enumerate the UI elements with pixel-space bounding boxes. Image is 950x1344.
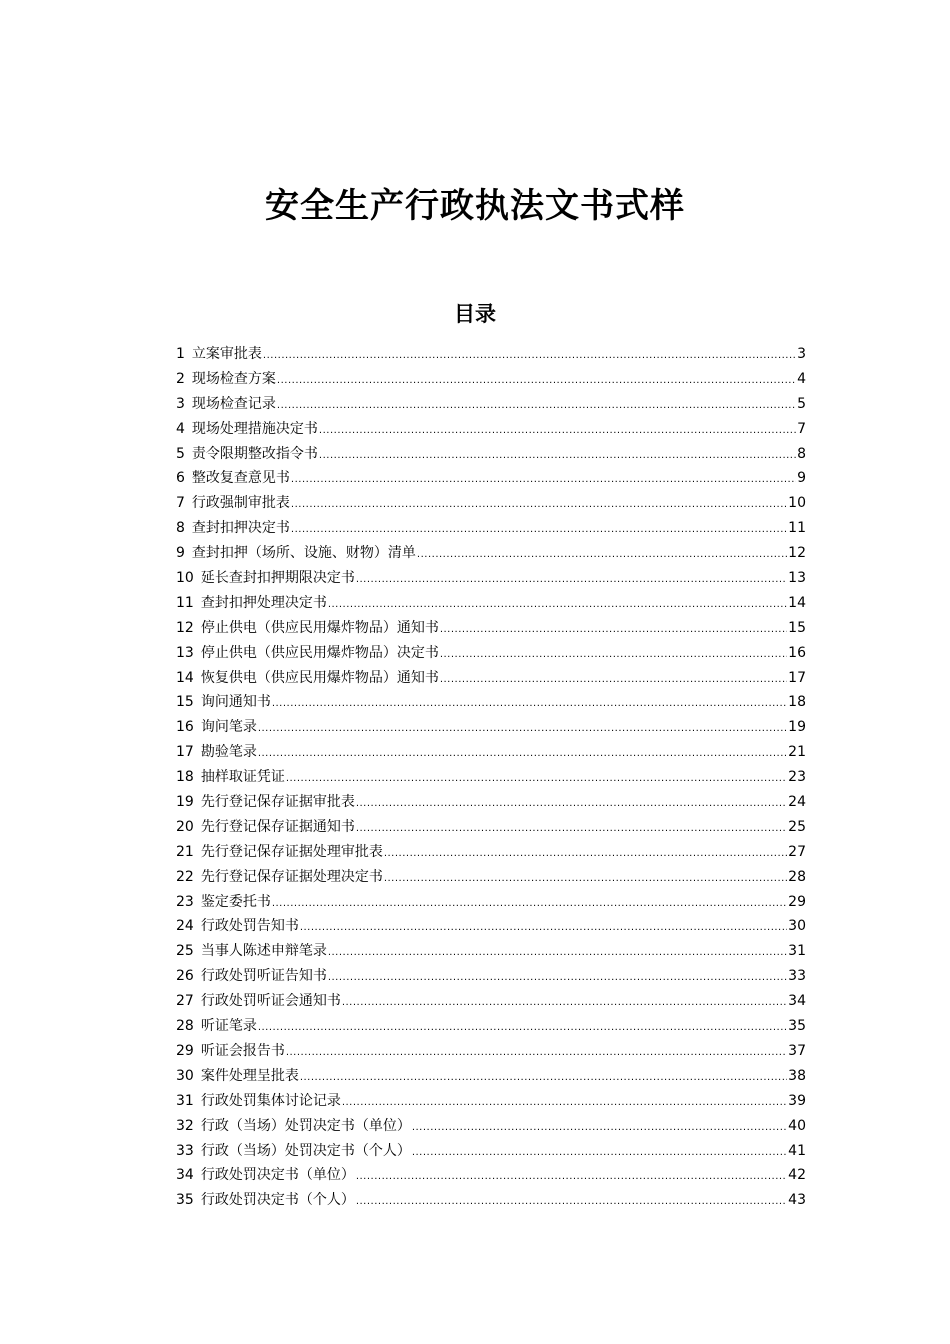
toc-entry[interactable] bbox=[176, 1139, 806, 1164]
toc-entry[interactable] bbox=[176, 516, 806, 541]
toc-entry-title: 现场检查方案 bbox=[191, 370, 276, 387]
toc-dot-leader bbox=[286, 1041, 787, 1066]
toc-entry-page: 23 bbox=[788, 769, 806, 786]
toc-entry-title: 先行登记保存证据通知书 bbox=[200, 818, 355, 835]
toc-entry[interactable] bbox=[176, 939, 806, 964]
toc-entry[interactable] bbox=[176, 442, 806, 467]
toc-entry-number: 29 bbox=[176, 1042, 194, 1059]
toc-entry-page: 37 bbox=[788, 1042, 806, 1059]
toc-dot-leader bbox=[384, 867, 787, 892]
toc-dot-leader bbox=[291, 468, 796, 493]
toc-entry[interactable] bbox=[176, 715, 806, 740]
toc-entry-number: 5 bbox=[176, 445, 185, 462]
toc-dot-leader bbox=[356, 1165, 787, 1190]
toc-entry-page: 16 bbox=[788, 644, 806, 661]
toc-entry[interactable] bbox=[176, 790, 806, 815]
toc-entry-number: 15 bbox=[176, 694, 194, 711]
toc-entry-number: 21 bbox=[176, 843, 194, 860]
toc-entry[interactable] bbox=[176, 591, 806, 616]
toc-entry-number: 35 bbox=[176, 1192, 194, 1209]
toc-dot-leader bbox=[356, 1190, 787, 1215]
toc-entry-title: 整改复查意见书 bbox=[191, 470, 290, 487]
toc-entry-number: 6 bbox=[176, 470, 185, 487]
toc-entry-title: 询问通知书 bbox=[200, 694, 271, 711]
toc-entry-title: 停止供电（供应民用爆炸物品）通知书 bbox=[200, 619, 439, 636]
toc-entry-title: 听证笔录 bbox=[200, 1018, 257, 1035]
toc-entry[interactable] bbox=[176, 342, 806, 367]
toc-entry-number: 8 bbox=[176, 520, 185, 537]
toc-dot-leader bbox=[356, 817, 787, 842]
toc-entry[interactable] bbox=[176, 541, 806, 566]
toc-dot-leader bbox=[272, 892, 787, 917]
toc-entry-title: 行政（当场）处罚决定书（单位） bbox=[200, 1117, 411, 1134]
toc-entry-number: 17 bbox=[176, 744, 194, 761]
toc-entry-number: 34 bbox=[176, 1167, 194, 1184]
toc-entry[interactable] bbox=[176, 765, 806, 790]
toc-dot-leader bbox=[412, 1141, 787, 1166]
toc-entry[interactable] bbox=[176, 1163, 806, 1188]
toc-entry-title: 先行登记保存证据处理决定书 bbox=[200, 868, 383, 885]
toc-dot-leader bbox=[300, 1066, 787, 1091]
toc-entry-number: 3 bbox=[176, 395, 185, 412]
toc-entry[interactable] bbox=[176, 616, 806, 641]
toc-entry-page: 35 bbox=[788, 1018, 806, 1035]
toc-dot-leader bbox=[277, 369, 796, 394]
toc-entry-title: 抽样取证凭证 bbox=[200, 769, 285, 786]
toc-entry-title: 勘验笔录 bbox=[200, 744, 257, 761]
table-of-contents bbox=[176, 342, 806, 1213]
toc-entry[interactable] bbox=[176, 641, 806, 666]
toc-dot-leader bbox=[272, 692, 787, 717]
toc-entry-page: 39 bbox=[788, 1092, 806, 1109]
toc-entry[interactable] bbox=[176, 1064, 806, 1089]
toc-entry-page: 40 bbox=[788, 1117, 806, 1134]
toc-entry-page: 3 bbox=[797, 346, 806, 362]
toc-entry-number: 28 bbox=[176, 1018, 194, 1035]
toc-entry-number: 33 bbox=[176, 1142, 194, 1159]
toc-entry-title: 行政处罚集体讨论记录 bbox=[200, 1092, 341, 1109]
toc-entry-title: 行政处罚听证告知书 bbox=[200, 968, 327, 985]
toc-entry-number: 26 bbox=[176, 968, 194, 985]
toc-entry-number: 10 bbox=[176, 570, 194, 587]
toc-entry[interactable] bbox=[176, 566, 806, 591]
toc-entry-page: 17 bbox=[788, 669, 806, 686]
toc-entry-page: 5 bbox=[797, 395, 806, 412]
toc-entry-title: 行政（当场）处罚决定书（个人） bbox=[200, 1142, 411, 1159]
toc-entry-title: 行政处罚告知书 bbox=[200, 918, 299, 935]
toc-entry[interactable] bbox=[176, 890, 806, 915]
toc-entry-number: 16 bbox=[176, 719, 194, 736]
toc-dot-leader bbox=[291, 518, 787, 543]
toc-entry-page: 27 bbox=[788, 843, 806, 860]
toc-entry-page: 31 bbox=[788, 943, 806, 960]
toc-dot-leader bbox=[417, 543, 787, 568]
toc-entry[interactable] bbox=[176, 865, 806, 890]
toc-entry-title: 现场处理措施决定书 bbox=[191, 420, 318, 437]
toc-dot-leader bbox=[440, 618, 787, 643]
toc-entry[interactable] bbox=[176, 840, 806, 865]
toc-entry-title: 案件处理呈批表 bbox=[200, 1067, 299, 1084]
toc-entry-title: 行政处罚决定书（个人） bbox=[200, 1192, 355, 1209]
toc-dot-leader bbox=[412, 1116, 787, 1141]
toc-entry[interactable] bbox=[176, 1089, 806, 1114]
toc-dot-leader bbox=[263, 344, 796, 369]
toc-entry-page: 4 bbox=[797, 370, 806, 387]
toc-entry-number: 22 bbox=[176, 868, 194, 885]
toc-dot-leader bbox=[319, 419, 796, 444]
toc-entry-page: 11 bbox=[788, 520, 806, 537]
toc-entry-title: 先行登记保存证据处理审批表 bbox=[200, 843, 383, 860]
toc-dot-leader bbox=[286, 767, 787, 792]
toc-dot-leader bbox=[258, 1016, 787, 1041]
toc-entry[interactable] bbox=[176, 367, 806, 392]
toc-entry-page: 33 bbox=[788, 968, 806, 985]
toc-entry-number: 31 bbox=[176, 1092, 194, 1109]
toc-entry-page: 24 bbox=[788, 794, 806, 811]
toc-entry-number: 20 bbox=[176, 818, 194, 835]
toc-entry-number: 13 bbox=[176, 644, 194, 661]
toc-entry[interactable] bbox=[176, 740, 806, 765]
toc-dot-leader bbox=[440, 668, 787, 693]
toc-entry-page: 9 bbox=[797, 470, 806, 487]
toc-entry-title: 听证会报告书 bbox=[200, 1042, 285, 1059]
toc-entry-title: 查封扣押处理决定书 bbox=[200, 594, 327, 611]
toc-entry-title: 查封扣押（场所、设施、财物）清单 bbox=[191, 545, 416, 562]
toc-entry-number: 32 bbox=[176, 1117, 194, 1134]
toc-entry[interactable] bbox=[176, 666, 806, 691]
document-title: 安全生产行政执法文书式样 bbox=[265, 186, 685, 226]
toc-entry-page: 34 bbox=[788, 993, 806, 1010]
toc-entry-title: 鉴定委托书 bbox=[200, 893, 271, 910]
toc-entry-title: 行政处罚决定书（单位） bbox=[200, 1167, 355, 1184]
toc-dot-leader bbox=[356, 568, 787, 593]
toc-entry-number: 30 bbox=[176, 1067, 194, 1084]
toc-entry-number: 24 bbox=[176, 918, 194, 935]
toc-entry-number: 25 bbox=[176, 943, 194, 960]
toc-entry-number: 14 bbox=[176, 669, 194, 686]
toc-entry[interactable] bbox=[176, 392, 806, 417]
toc-entry-page: 41 bbox=[788, 1142, 806, 1159]
toc-entry-page: 42 bbox=[788, 1167, 806, 1184]
toc-entry[interactable] bbox=[176, 1014, 806, 1039]
toc-entry-page: 30 bbox=[788, 918, 806, 935]
toc-entry-title: 先行登记保存证据审批表 bbox=[200, 794, 355, 811]
toc-entry-title: 延长查封扣押期限决定书 bbox=[200, 570, 355, 587]
toc-entry-page: 10 bbox=[788, 495, 806, 512]
toc-entry-page: 12 bbox=[788, 545, 806, 562]
toc-entry-number: 27 bbox=[176, 993, 194, 1010]
toc-entry-page: 21 bbox=[788, 744, 806, 761]
toc-entry-title: 立案审批表 bbox=[191, 346, 262, 362]
toc-entry-page: 7 bbox=[797, 420, 806, 437]
toc-dot-leader bbox=[319, 444, 796, 469]
toc-dot-leader bbox=[291, 493, 787, 518]
toc-entry-number: 18 bbox=[176, 769, 194, 786]
toc-entry-page: 8 bbox=[797, 445, 806, 462]
toc-entry[interactable] bbox=[176, 914, 806, 939]
toc-dot-leader bbox=[440, 643, 787, 668]
toc-entry[interactable] bbox=[176, 690, 806, 715]
toc-entry[interactable] bbox=[176, 1188, 806, 1213]
toc-entry-page: 28 bbox=[788, 868, 806, 885]
toc-dot-leader bbox=[277, 394, 796, 419]
toc-entry-number: 19 bbox=[176, 794, 194, 811]
toc-dot-leader bbox=[356, 792, 787, 817]
toc-entry-title: 恢复供电（供应民用爆炸物品）通知书 bbox=[200, 669, 439, 686]
toc-dot-leader bbox=[300, 916, 787, 941]
toc-entry-title: 停止供电（供应民用爆炸物品）决定书 bbox=[200, 644, 439, 661]
toc-entry[interactable] bbox=[176, 491, 806, 516]
toc-entry-number: 23 bbox=[176, 893, 194, 910]
toc-dot-leader bbox=[342, 991, 787, 1016]
toc-dot-leader bbox=[328, 593, 787, 618]
toc-entry-number: 1 bbox=[176, 346, 185, 362]
toc-entry[interactable] bbox=[176, 417, 806, 442]
toc-entry-title: 查封扣押决定书 bbox=[191, 520, 290, 537]
toc-entry-page: 29 bbox=[788, 893, 806, 910]
toc-entry-number: 7 bbox=[176, 495, 185, 512]
toc-entry-page: 43 bbox=[788, 1192, 806, 1209]
toc-entry-page: 38 bbox=[788, 1067, 806, 1084]
toc-entry[interactable] bbox=[176, 466, 806, 491]
toc-entry-page: 14 bbox=[788, 594, 806, 611]
toc-entry[interactable] bbox=[176, 1114, 806, 1139]
toc-entry-title: 现场检查记录 bbox=[191, 395, 276, 412]
toc-dot-leader bbox=[328, 941, 787, 966]
toc-entry-page: 19 bbox=[788, 719, 806, 736]
toc-entry-number: 12 bbox=[176, 619, 194, 636]
toc-entry-number: 2 bbox=[176, 370, 185, 387]
toc-entry-title: 行政处罚听证会通知书 bbox=[200, 993, 341, 1010]
toc-entry-number: 9 bbox=[176, 545, 185, 562]
toc-entry-number: 11 bbox=[176, 594, 194, 611]
toc-entry[interactable] bbox=[176, 815, 806, 840]
toc-dot-leader bbox=[258, 742, 787, 767]
toc-entry[interactable] bbox=[176, 1039, 806, 1064]
toc-entry[interactable] bbox=[176, 989, 806, 1014]
toc-entry-page: 13 bbox=[788, 570, 806, 587]
toc-dot-leader bbox=[384, 842, 787, 867]
toc-heading: 目录 bbox=[454, 301, 496, 326]
toc-dot-leader bbox=[342, 1091, 787, 1116]
toc-entry-title: 行政强制审批表 bbox=[191, 495, 290, 512]
toc-entry-title: 询问笔录 bbox=[200, 719, 257, 736]
toc-dot-leader bbox=[328, 966, 787, 991]
toc-entry-page: 15 bbox=[788, 619, 806, 636]
toc-entry-title: 当事人陈述申辩笔录 bbox=[200, 943, 327, 960]
toc-entry[interactable] bbox=[176, 964, 806, 989]
toc-entry-title: 责令限期整改指令书 bbox=[191, 445, 318, 462]
toc-dot-leader bbox=[258, 717, 787, 742]
toc-entry-page: 18 bbox=[788, 694, 806, 711]
toc-entry-number: 4 bbox=[176, 420, 185, 437]
toc-entry-page: 25 bbox=[788, 818, 806, 835]
